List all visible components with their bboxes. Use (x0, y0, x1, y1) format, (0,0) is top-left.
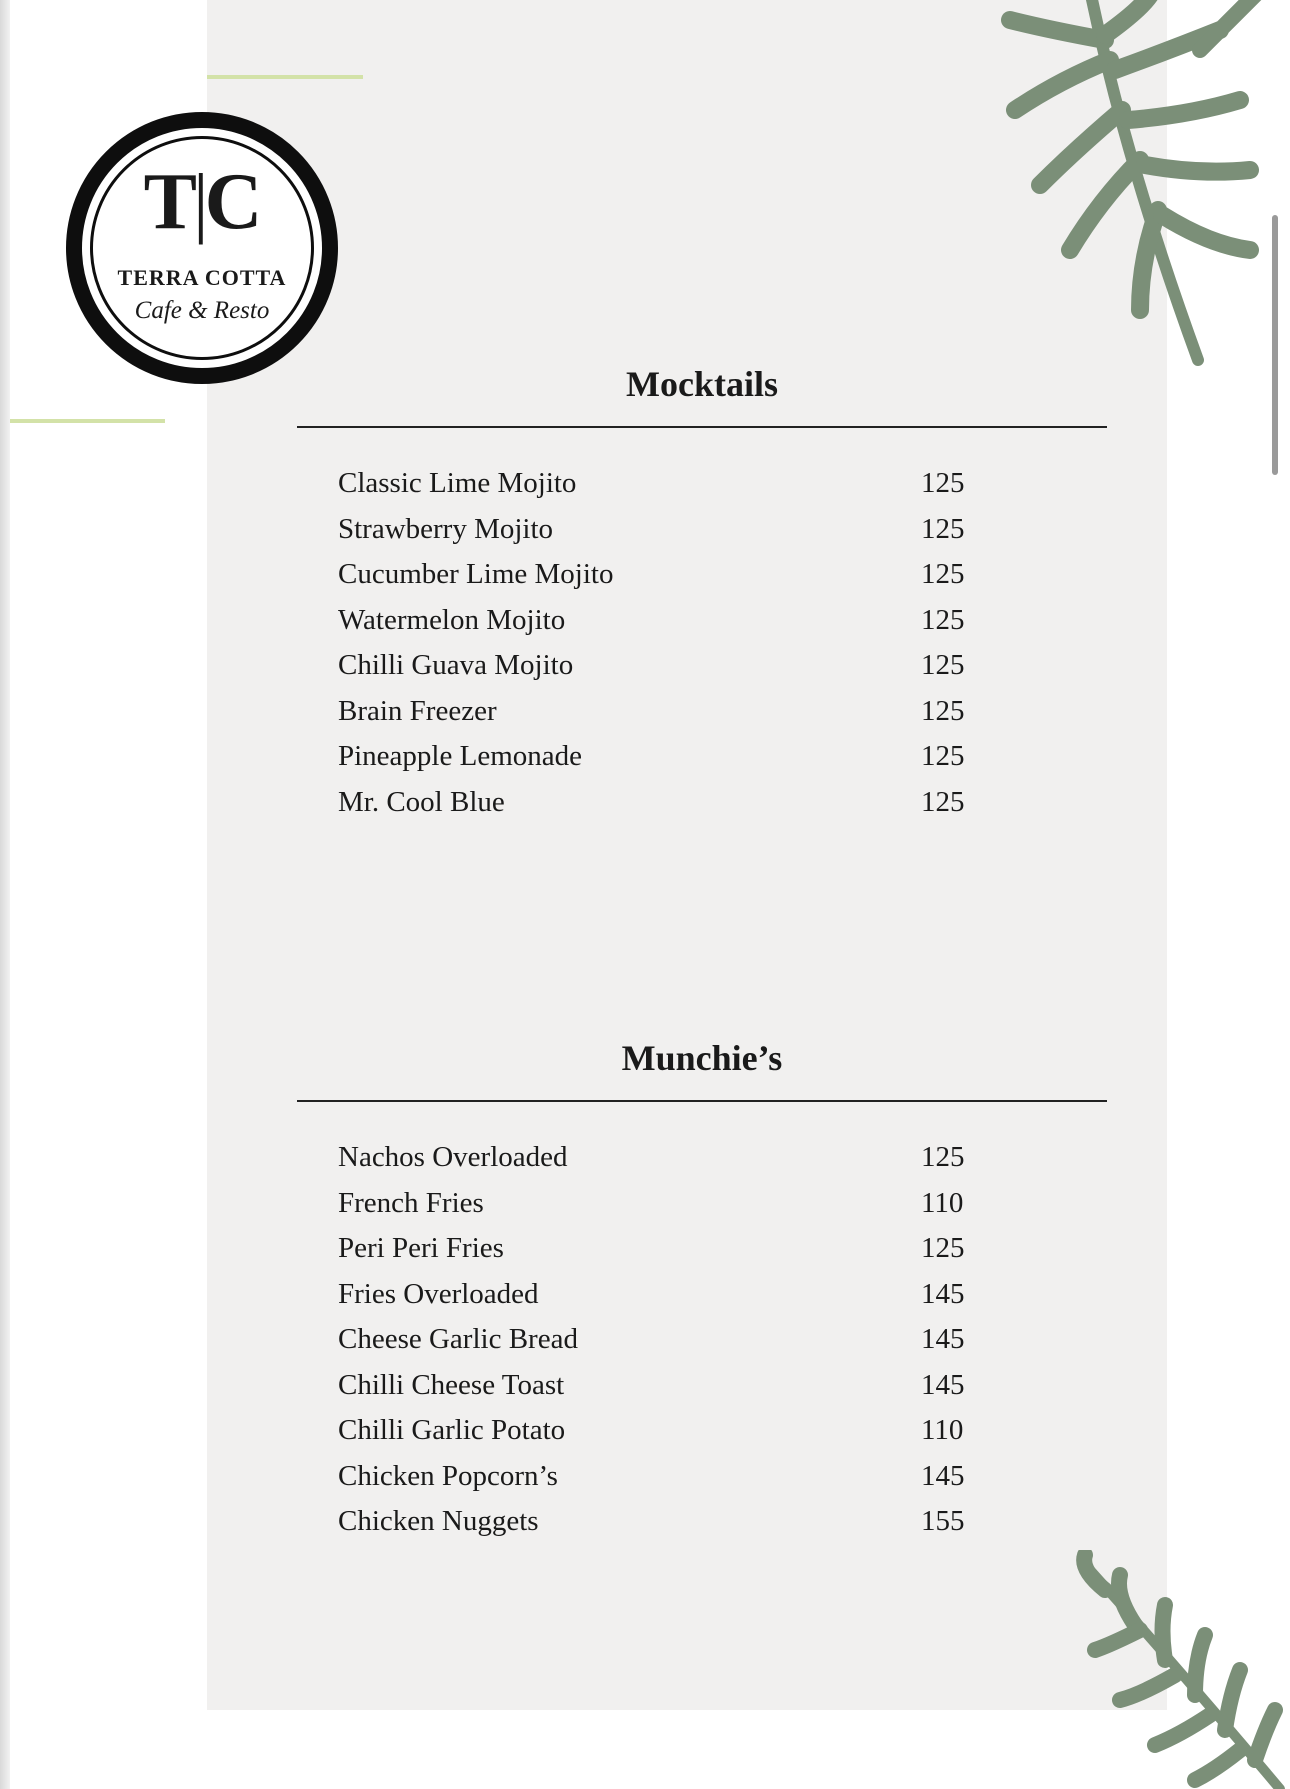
menu-item (338, 1226, 978, 1272)
menu-item (338, 461, 978, 507)
menu-item-name: Chilli Garlic Potato (338, 1414, 566, 1446)
menu-item (338, 1408, 978, 1454)
menu-item-price: 125 (921, 558, 965, 590)
scrollbar-thumb[interactable] (1272, 215, 1278, 475)
leaf-decoration-icon (1060, 1550, 1290, 1789)
menu-item-price: 125 (921, 1141, 965, 1173)
logo-name: TERRA COTTA (117, 265, 287, 290)
menu-item-price: 110 (921, 1186, 964, 1219)
menu-item (338, 507, 978, 553)
menu-item (338, 1317, 978, 1363)
menu-item-name: Chilli Cheese Toast (338, 1368, 565, 1401)
left-edge-shadow (0, 0, 10, 1789)
menu-item-price: 145 (921, 1277, 965, 1310)
menu-item (338, 780, 978, 826)
menu-item-name: Brain Freezer (338, 694, 497, 727)
menu-item (338, 643, 978, 689)
menu-item-price: 145 (921, 1323, 965, 1355)
menu-item (338, 1135, 978, 1181)
menu-item-name: Chicken Nuggets (338, 1505, 539, 1537)
menu-item (338, 1499, 978, 1545)
menu-item-price: 125 (921, 467, 965, 499)
menu-item-name: Cheese Garlic Bread (338, 1323, 578, 1355)
logo-monogram-right: C (204, 158, 261, 246)
menu-item-price: 125 (921, 785, 965, 818)
menu-item-name: French Fries (338, 1186, 484, 1219)
menu-list-munchies (338, 1135, 978, 1545)
accent-line-left (10, 419, 165, 423)
menu-item (338, 598, 978, 644)
menu-item-name: Chilli Guava Mojito (338, 649, 574, 681)
menu-item (338, 1272, 978, 1318)
menu-item-name: Classic Lime Mojito (338, 467, 577, 499)
menu-item-name: Mr. Cool Blue (338, 785, 505, 818)
logo-tagline: Cafe & Resto (134, 297, 270, 324)
menu-item-name: Strawberry Mojito (338, 512, 554, 545)
menu-item (338, 1363, 978, 1409)
logo-monogram-left: T (143, 158, 195, 246)
menu-item-name: Nachos Overloaded (338, 1141, 568, 1173)
menu-item (338, 734, 978, 780)
menu-item-name: Cucumber Lime Mojito (338, 558, 614, 590)
menu-item-price: 125 (921, 512, 965, 545)
section-title-munchies: Munchie’s (621, 1038, 783, 1078)
menu-item-price: 125 (921, 1232, 965, 1264)
menu-item-price: 125 (921, 603, 965, 636)
menu-item-name: Peri Peri Fries (338, 1232, 504, 1264)
leaf-decoration-icon (900, 0, 1290, 380)
accent-line-top (207, 75, 363, 79)
menu-item-price: 145 (921, 1368, 965, 1401)
menu-item-name: Pineapple Lemonade (338, 740, 582, 772)
menu-item-price: 155 (921, 1505, 965, 1537)
menu-item-price: 125 (921, 740, 965, 772)
menu-item (338, 689, 978, 735)
menu-item (338, 1181, 978, 1227)
menu-item-price: 125 (921, 694, 965, 727)
menu-item (338, 1454, 978, 1500)
section-divider (297, 1100, 1107, 1102)
menu-item-price: 110 (921, 1414, 964, 1446)
section-divider (297, 426, 1107, 428)
menu-item-name: Watermelon Mojito (338, 603, 566, 636)
menu-item-price: 145 (921, 1459, 965, 1492)
logo-icon (66, 112, 338, 384)
section-title-mocktails: Mocktails (626, 364, 778, 404)
logo-monogram-divider: | (192, 158, 207, 245)
menu-item-price: 125 (921, 649, 965, 681)
menu-list-mocktails (338, 461, 978, 825)
menu-item-name: Fries Overloaded (338, 1277, 539, 1310)
menu-item (338, 552, 978, 598)
logo-monogram (66, 158, 338, 246)
menu-item-name: Chicken Popcorn’s (338, 1459, 558, 1492)
